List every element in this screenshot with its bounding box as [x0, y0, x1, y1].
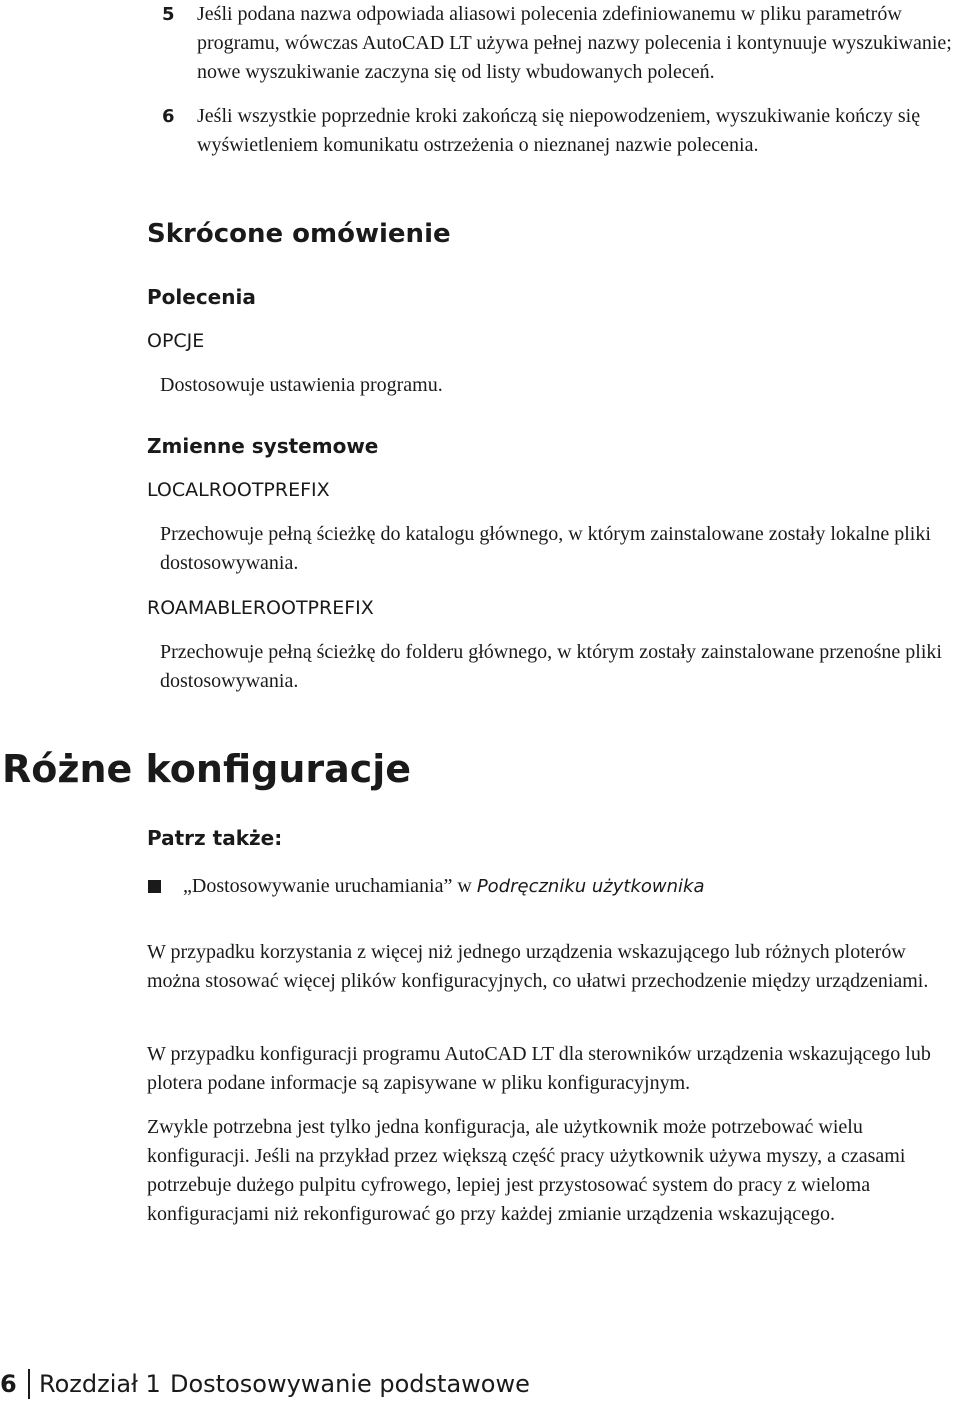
see-also-in: w	[457, 875, 472, 897]
commands-heading: Polecenia	[147, 285, 256, 309]
footer-chapter-title: Dostosowywanie podstawowe	[170, 1370, 530, 1398]
step-number: 5	[162, 4, 175, 25]
see-also-item[interactable]	[183, 872, 704, 901]
see-also-book: Podręczniku użytkownika	[476, 876, 705, 897]
footer-separator	[28, 1369, 30, 1399]
step-text: Jeśli podana nazwa odpowiada aliasowi polecenia zdefiniowanemu w pliku parametrów programu, wówczas AutoCAD LT używa pełnej nazwy polecenia i kontynuuje wyszukiwanie; nowe wyszukiwanie zaczyna się od listy wbudowanych poleceń.	[197, 3, 952, 83]
step-number: 6	[162, 106, 175, 127]
paragraph: W przypadku korzystania z więcej niż jednego urządzenia wskazującego lub różnych ploterów można stosować więcej plików konfiguracyjnych, co ułatwi przechodzenie między urządzeniami.	[147, 941, 929, 992]
paragraph: W przypadku konfiguracji programu AutoCAD LT dla sterowników urządzenia wskazującego lub plotera podane informacje są zapisywane w pliku konfiguracyjnym.	[147, 1043, 931, 1094]
sysvar-name: ROAMABLEROOTPREFIX	[147, 597, 374, 619]
step-text: Jeśli wszystkie poprzednie kroki zakończą się niepowodzeniem, wyszukiwanie kończy się wyświetleniem komunikatu ostrzeżenia o nieznanej nazwie polecenia.	[197, 105, 921, 156]
section-title: Różne konfiguracje	[2, 747, 412, 791]
sysvar-name: LOCALROOTPREFIX	[147, 479, 330, 501]
see-also-label: Patrz także:	[147, 826, 283, 850]
summary-heading: Skrócone omówienie	[147, 219, 451, 249]
command-description: Dostosowuje ustawienia programu.	[160, 374, 443, 396]
sysvar-description: Przechowuje pełną ścieżkę do katalogu głównego, w którym zainstalowane zostały lokalne pliki dostosowywania.	[160, 523, 931, 574]
command-name: OPCJE	[147, 330, 205, 352]
sysvars-heading: Zmienne systemowe	[147, 434, 379, 458]
see-also-link[interactable]: „Dostosowywanie uruchamiania”	[183, 875, 453, 897]
footer-chapter: Rozdział 1	[39, 1370, 161, 1398]
sysvar-description: Przechowuje pełną ścieżkę do folderu głównego, w którym zostały zainstalowane przenośne pliki dostosowywania.	[160, 641, 942, 692]
page-number: 6	[0, 1370, 17, 1398]
paragraph: Zwykle potrzebna jest tylko jedna konfiguracja, ale użytkownik może potrzebować wielu konfiguracji. Jeśli na przykład przez większą część pracy użytkownik używa myszy, a czasami potrzebuje dużego pulpitu cyfrowego, lepiej jest przystosować system do pracy z wieloma konfiguracjami niż rekonfigurować go przy każdej zmianie urządzenia wskazującego.	[147, 1116, 906, 1225]
bullet-square-icon	[148, 880, 161, 893]
